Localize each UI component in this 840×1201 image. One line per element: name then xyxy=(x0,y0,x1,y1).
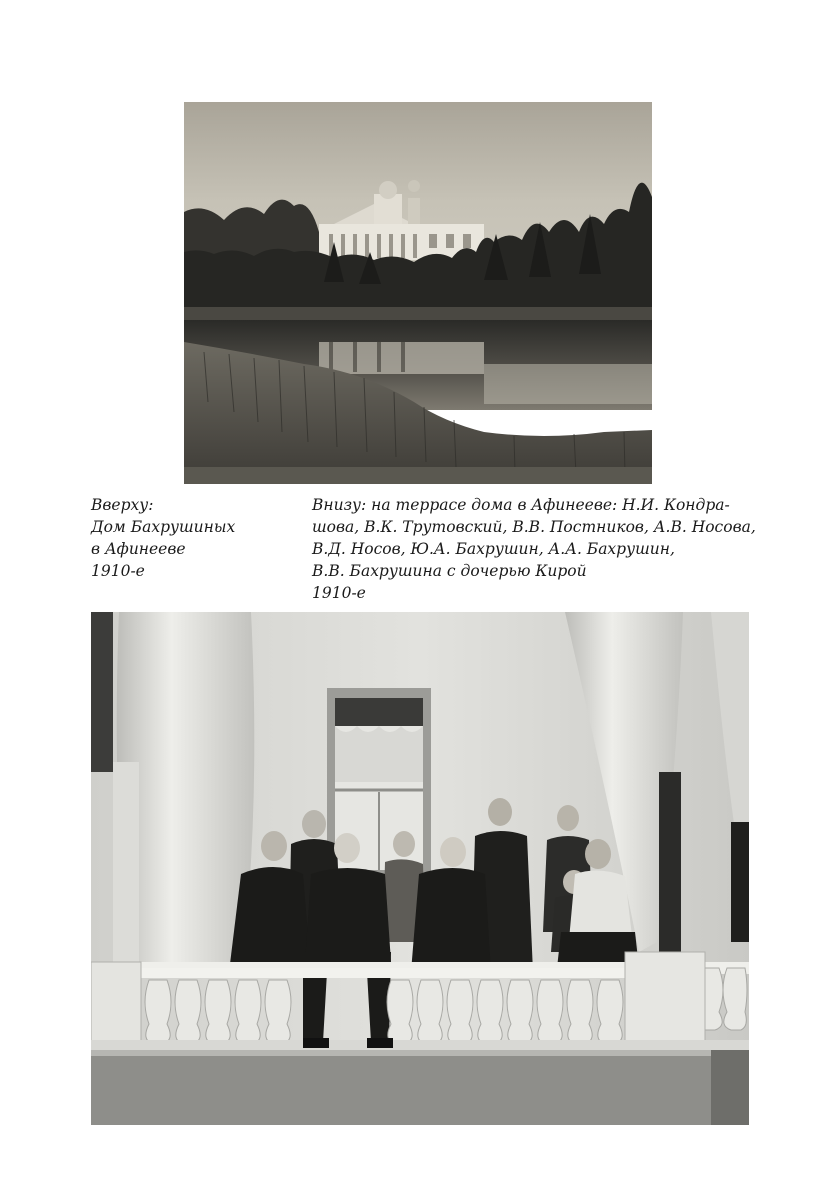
caption-line: шова, В.К. Трутовский, В.В. Постников, А.В. Носова, xyxy=(312,518,756,536)
balustrade xyxy=(91,952,749,1050)
caption-bottom-photo xyxy=(312,494,756,604)
photo-terrace-group xyxy=(91,612,749,1125)
caption-line: В.В. Бахрушина с дочерью Кирой xyxy=(312,562,587,580)
left-awning xyxy=(91,612,113,772)
caption-line: 1910-е xyxy=(91,562,145,580)
caption-line: Внизу: на террасе дома в Афинееве: Н.И. Кондра- xyxy=(312,496,730,514)
estate-photo-drawing xyxy=(184,102,652,484)
caption-line: 1910-е xyxy=(312,584,366,602)
house-reflection xyxy=(319,342,484,374)
right-doorway xyxy=(659,772,681,962)
caption-top-photo xyxy=(91,494,291,582)
terrace-base xyxy=(91,1050,749,1125)
left-column xyxy=(113,762,139,962)
photo-estate-house xyxy=(184,102,652,484)
shore xyxy=(184,307,652,321)
caption-line: Вверху: xyxy=(91,496,154,514)
terrace-photo-drawing xyxy=(91,612,749,1125)
caption-line: Дом Бахрушиных xyxy=(91,518,236,536)
caption-line: в Афинееве xyxy=(91,540,186,558)
caption-line: В.Д. Носов, Ю.А. Бахрушин, А.А. Бахрушин, xyxy=(312,540,675,558)
